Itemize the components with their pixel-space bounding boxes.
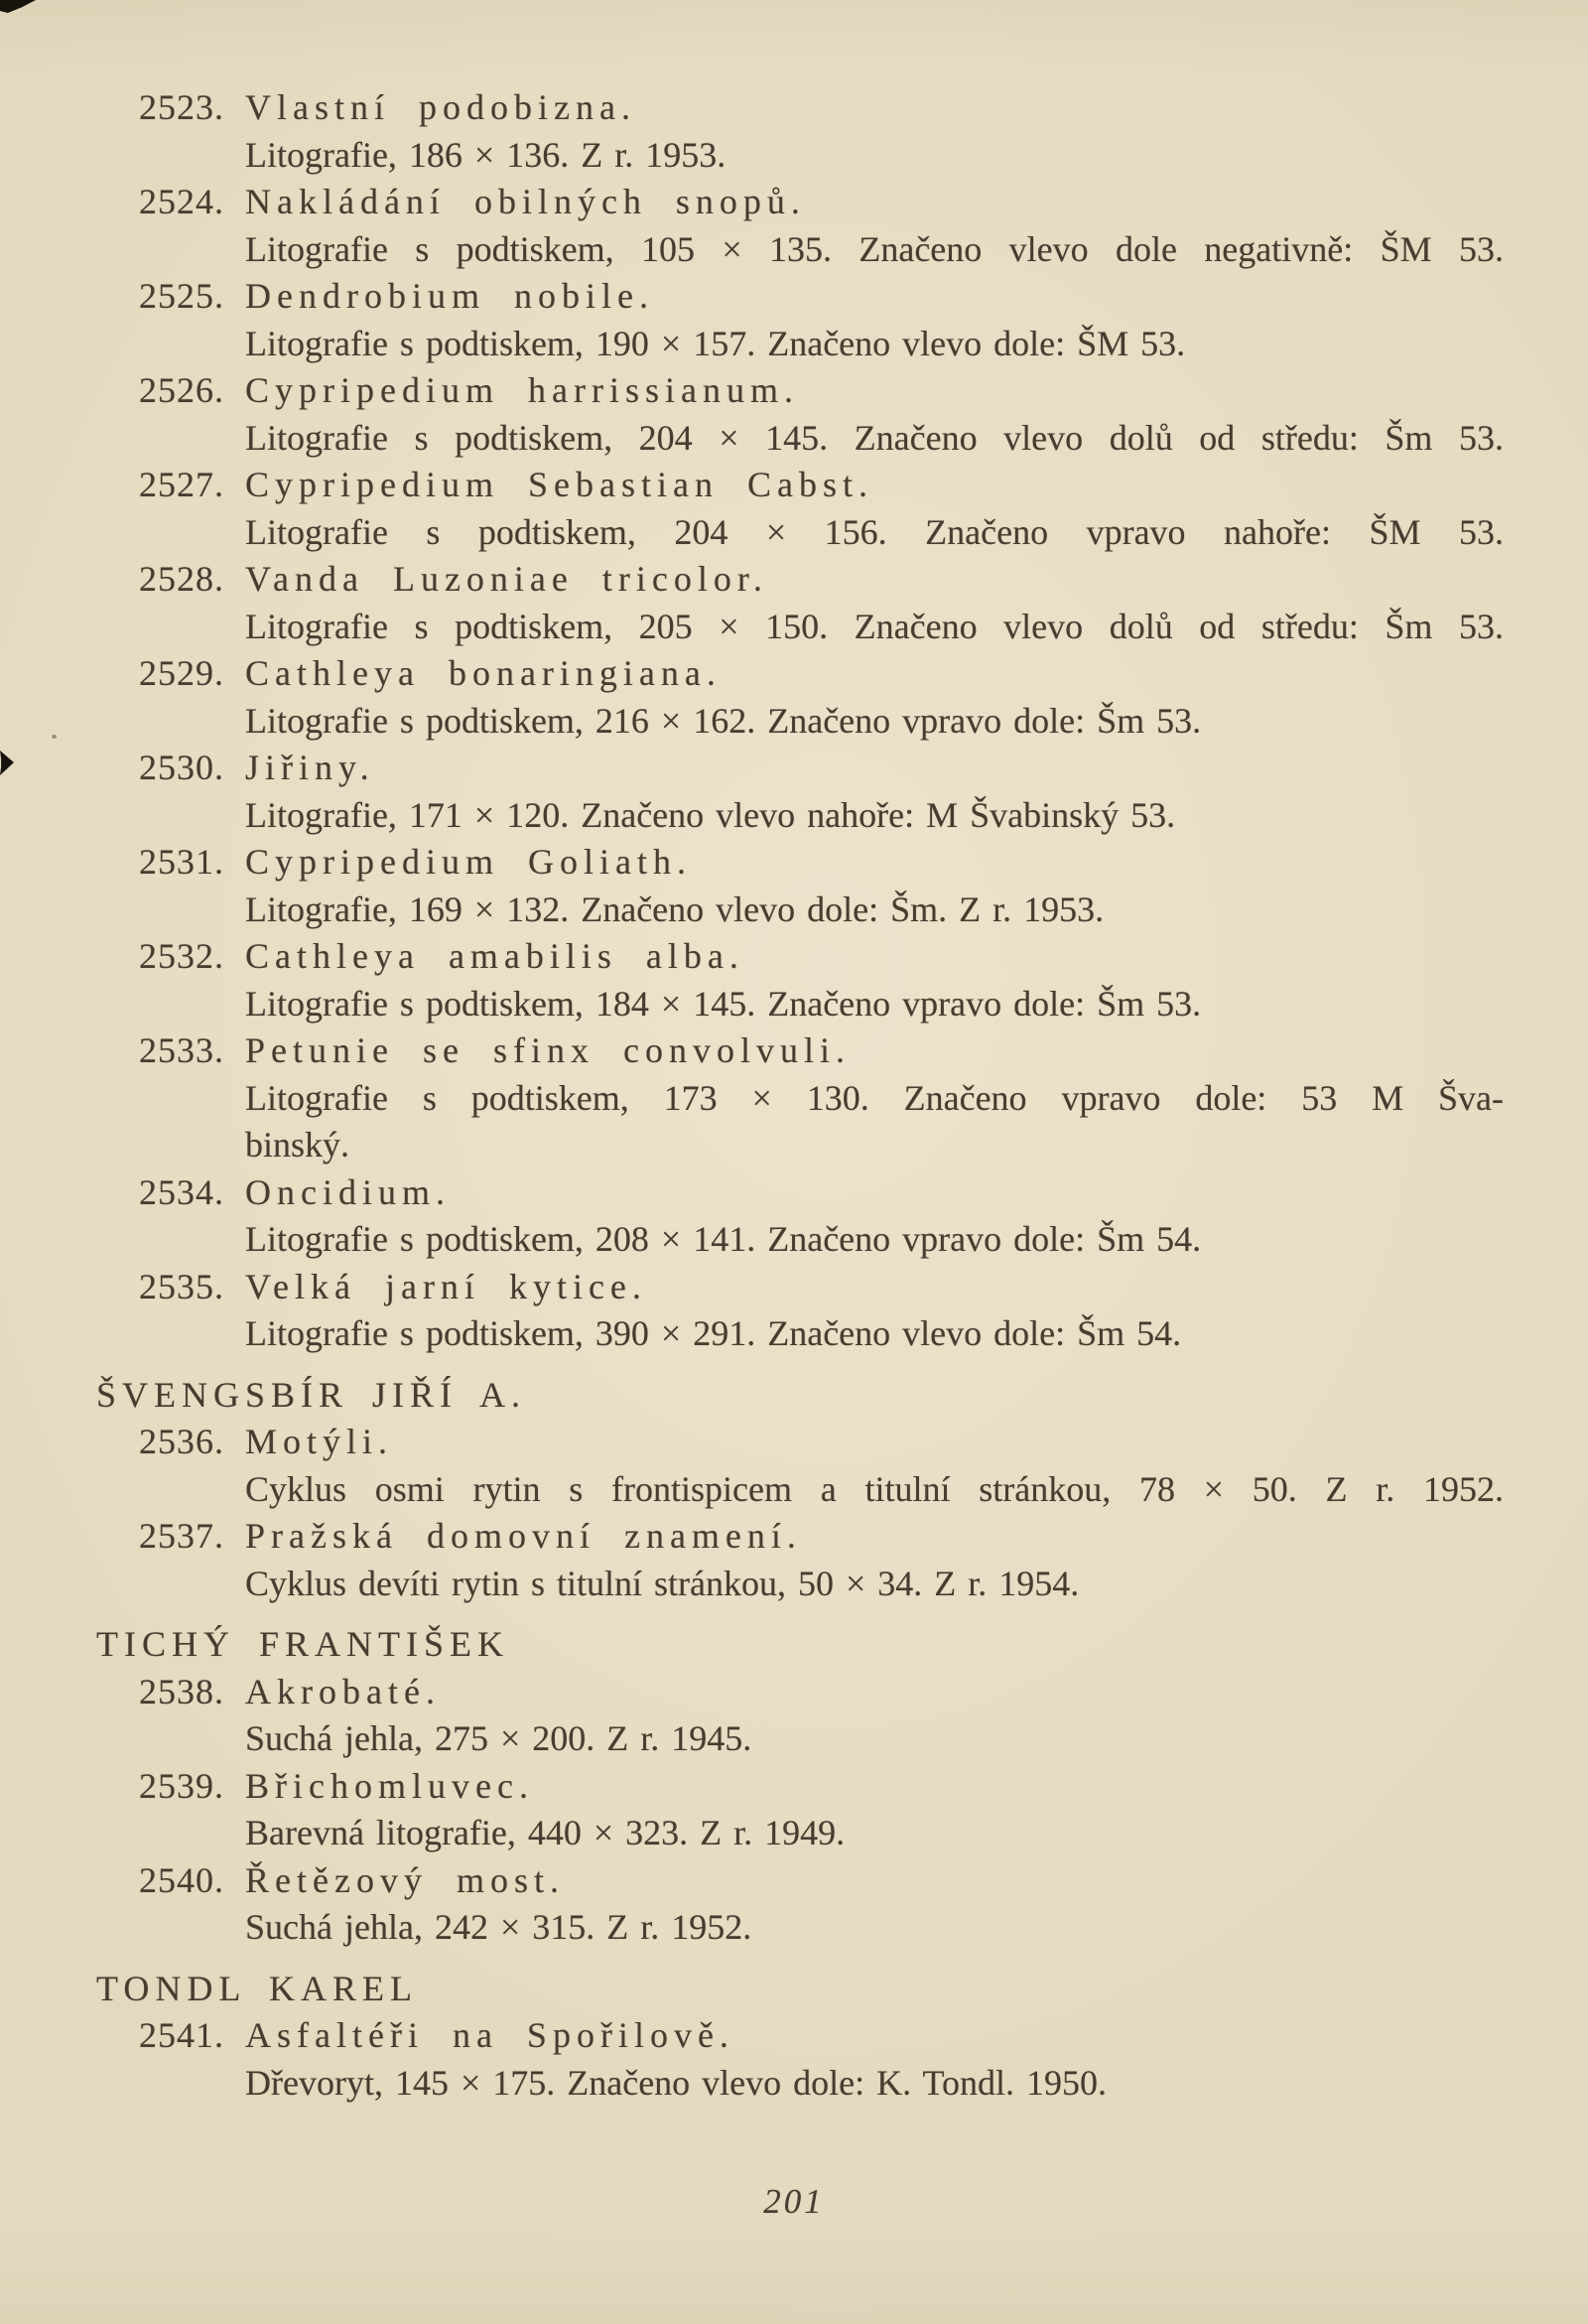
entry-title: Cypripedium Sebastian Cabst. xyxy=(245,465,873,504)
entry-number: 2531. xyxy=(139,842,224,882)
entry-title-line xyxy=(96,1264,1504,1311)
entry-title-line xyxy=(96,1513,1504,1561)
entry-number: 2523. xyxy=(139,87,224,127)
entry-title: Vlastní podobizna. xyxy=(245,87,636,127)
entry-number: 2536. xyxy=(139,1422,224,1461)
entry-title: Asfaltéři na Spořilově. xyxy=(245,2015,734,2055)
entry-title-line xyxy=(96,1857,1504,1905)
entry-title: Dendrobium nobile. xyxy=(245,276,654,316)
entry-title: Cypripedium Goliath. xyxy=(245,842,692,882)
entry-number: 2535. xyxy=(139,1266,224,1306)
entry-number: 2530. xyxy=(139,748,224,787)
entry-description: Litografie s podtiskem, 204 × 145. Značeno vlevo dolů od středu: Šm 53. xyxy=(245,417,1504,458)
paper-speck xyxy=(52,735,57,739)
entry-title: Cypripedium harrissianum. xyxy=(245,370,799,410)
entry-title: Petunie se sfinx convolvuli. xyxy=(245,1030,851,1070)
entry-number: 2526. xyxy=(139,370,224,410)
entry-title: Jiřiny. xyxy=(245,748,375,787)
entry-title-line xyxy=(96,1669,1504,1716)
entry-description: Litografie, 169 × 132. Značeno vlevo dole: Šm. Z r. 1953. xyxy=(245,889,1105,929)
entry-number: 2525. xyxy=(139,276,224,316)
entry-number: 2532. xyxy=(139,936,224,976)
entry-title-line xyxy=(96,2012,1504,2060)
entry-title: Cathleya amabilis alba. xyxy=(245,936,744,976)
artist-heading: TONDL KAREL xyxy=(96,1968,418,2008)
entry-title-line xyxy=(96,84,1504,132)
catalog-content xyxy=(96,84,1504,2107)
right-arrow-marker-icon xyxy=(0,751,14,775)
entry-title: Vanda Luzoniae tricolor. xyxy=(245,559,768,599)
entry-description: Litografie s podtiskem, 390 × 291. Značeno vlevo dole: Šm 54. xyxy=(245,1313,1182,1353)
entry-title-line xyxy=(96,462,1504,509)
entry-description: Litografie, 171 × 120. Značeno vlevo nahoře: M Švabinský 53. xyxy=(245,794,1176,835)
entry-description: Litografie s podtiskem, 190 × 157. Značeno vlevo dole: ŠM 53. xyxy=(245,323,1186,363)
entry-number: 2540. xyxy=(139,1859,224,1900)
entry-description: Dřevoryt, 145 × 175. Značeno vlevo dole: K. Tondl. 1950. xyxy=(245,2062,1107,2103)
entry-description: Litografie s podtiskem, 208 × 141. Značeno vpravo dole: Šm 54. xyxy=(245,1219,1202,1259)
entry-title-line xyxy=(96,650,1504,698)
entry-number: 2537. xyxy=(139,1516,224,1556)
entry-description: Cyklus osmi rytin s frontispicem a titulní stránkou, 78 × 50. Z r. 1952. xyxy=(245,1468,1504,1509)
entry-title-line xyxy=(96,556,1504,604)
entry-description: Suchá jehla, 275 × 200. Z r. 1945. xyxy=(245,1718,752,1758)
entry-description: Litografie s podtiskem, 205 × 150. Značeno vlevo dolů od středu: Šm 53. xyxy=(245,606,1504,646)
entry-number: 2539. xyxy=(139,1765,224,1806)
entry-description: Litografie s podtiskem, 216 × 162. Značeno vpravo dole: Šm 53. xyxy=(245,700,1202,741)
entry-title: Řetězový most. xyxy=(245,1859,565,1900)
entry-description: binský. xyxy=(245,1125,350,1164)
entry-title-line xyxy=(96,745,1504,792)
entry-description: Suchá jehla, 242 × 315. Z r. 1952. xyxy=(245,1907,752,1947)
entry-description: Cyklus devíti rytin s titulní stránkou, 50 × 34. Z r. 1954. xyxy=(245,1563,1080,1603)
entry-number: 2527. xyxy=(139,465,224,504)
entry-title: Akrobaté. xyxy=(245,1671,441,1711)
entry-description: Litografie, 186 × 136. Z r. 1953. xyxy=(245,134,727,175)
entry-title: Nakládání obilných snopů. xyxy=(245,182,806,221)
entry-number: 2541. xyxy=(139,2015,224,2055)
entry-description: Barevná litografie, 440 × 323. Z r. 1949. xyxy=(245,1813,846,1852)
page-number: 201 xyxy=(763,2182,825,2221)
entry-number: 2534. xyxy=(139,1171,224,1212)
entry-description: Litografie s podtiskem, 173 × 130. Značeno vpravo dole: 53 M Šva- xyxy=(245,1077,1504,1118)
entry-title-line xyxy=(96,1027,1504,1075)
entry-title: Oncidium. xyxy=(245,1171,451,1212)
entry-title: Velká jarní kytice. xyxy=(245,1266,647,1306)
entry-number: 2538. xyxy=(139,1671,224,1711)
entry-number: 2524. xyxy=(139,182,224,221)
entry-title: Cathleya bonaringiana. xyxy=(245,653,722,693)
entry-title-line xyxy=(96,1763,1504,1811)
ink-blot-icon xyxy=(0,0,36,13)
entry-title-line xyxy=(96,1169,1504,1217)
entry-title: Motýli. xyxy=(245,1422,394,1461)
entry-number: 2528. xyxy=(139,559,224,599)
entry-title-line xyxy=(96,179,1504,226)
entry-title-line xyxy=(96,933,1504,981)
entry-title-line xyxy=(96,839,1504,887)
entry-title: Břichomluvec. xyxy=(245,1765,534,1806)
entry-description: Litografie s podtiskem, 105 × 135. Značeno vlevo dole negativně: ŠM 53. xyxy=(245,228,1504,269)
entry-number: 2529. xyxy=(139,653,224,693)
entry-description: Litografie s podtiskem, 184 × 145. Značeno vpravo dole: Šm 53. xyxy=(245,983,1202,1024)
entry-title: Pražská domovní znamení. xyxy=(245,1516,802,1556)
artist-heading: TICHÝ FRANTIŠEK xyxy=(96,1624,510,1664)
entry-title-line xyxy=(96,273,1504,321)
artist-heading: ŠVENGSBÍR JIŘÍ A. xyxy=(96,1374,527,1415)
entry-title-line xyxy=(96,367,1504,415)
entry-title-line xyxy=(96,1419,1504,1466)
entry-number: 2533. xyxy=(139,1030,224,1070)
entry-description: Litografie s podtiskem, 204 × 156. Značeno vpravo nahoře: ŠM 53. xyxy=(245,511,1504,552)
